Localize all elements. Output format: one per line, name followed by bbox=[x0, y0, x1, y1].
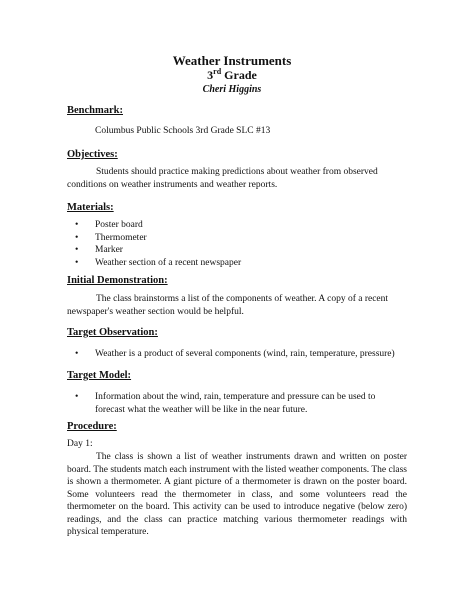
list-item bbox=[67, 219, 412, 232]
materials-heading: Materials: bbox=[67, 202, 114, 213]
material-item: Marker bbox=[95, 245, 123, 255]
objectives-text: Students should practice making predictions about weather from observed conditions on weather instruments and weather reports. bbox=[67, 167, 378, 190]
materials-list bbox=[67, 219, 412, 269]
material-item: Poster board bbox=[95, 220, 143, 230]
target-observation-list bbox=[67, 348, 412, 361]
bullet-glyph: • bbox=[75, 220, 79, 230]
initial-demonstration-heading: Initial Demonstration: bbox=[67, 275, 168, 286]
benchmark-heading: Benchmark: bbox=[67, 105, 123, 116]
list-item bbox=[67, 257, 412, 270]
material-item: Thermometer bbox=[95, 232, 147, 243]
list-item bbox=[67, 232, 412, 245]
title-block bbox=[0, 53, 464, 96]
procedure-text: The class is shown a list of weather instruments drawn and written on poster board. The students match each instrument with the listed weather components. The class is shown a thermometer. A giant picture of a thermometer is drawn on the poster board. Some volunteers read the thermometer in class, and some volunteers read the thermometer on the board. This activity can be used to introduce negative (below zero) readings, and the class can practice matching various thermometer readings with physical temperature. bbox=[67, 452, 407, 537]
grade-word: Grade bbox=[221, 68, 257, 82]
bullet-glyph: • bbox=[75, 349, 79, 359]
document-grade bbox=[0, 68, 464, 83]
target-model-heading: Target Model: bbox=[67, 370, 132, 381]
benchmark-text: Columbus Public Schools 3rd Grade SLC #13 bbox=[95, 126, 271, 136]
bullet-glyph: • bbox=[75, 257, 79, 268]
bullet-glyph: • bbox=[75, 392, 79, 402]
objectives-heading: Objectives: bbox=[67, 149, 118, 160]
grade-number: 3 bbox=[207, 68, 214, 82]
bullet-glyph: • bbox=[75, 245, 79, 255]
initial-demonstration-text: The class brainstorms a list of the components of weather. A copy of a recent newspaper's weather section would be helpful. bbox=[67, 294, 389, 317]
list-item bbox=[67, 348, 412, 361]
target-observation-heading: Target Observation: bbox=[67, 327, 158, 338]
target-model-item: Information about the wind, rain, temperature and pressure can be used to forecast what the weather will be like in the near future. bbox=[95, 392, 376, 415]
target-model-list bbox=[67, 391, 407, 416]
procedure-day-label: Day 1: bbox=[67, 439, 93, 449]
grade-suffix: rd bbox=[213, 67, 222, 76]
target-observation-item: Weather is a product of several components (wind, rain, temperature, pressure) bbox=[95, 349, 395, 359]
document-title: Weather Instruments bbox=[172, 53, 292, 68]
material-item: Weather section of a recent newspaper bbox=[95, 257, 242, 268]
document-author: Cheri Higgins bbox=[202, 84, 262, 95]
list-item bbox=[67, 391, 407, 416]
bullet-glyph: • bbox=[75, 232, 79, 243]
list-item bbox=[67, 244, 412, 257]
procedure-heading: Procedure: bbox=[67, 421, 117, 432]
